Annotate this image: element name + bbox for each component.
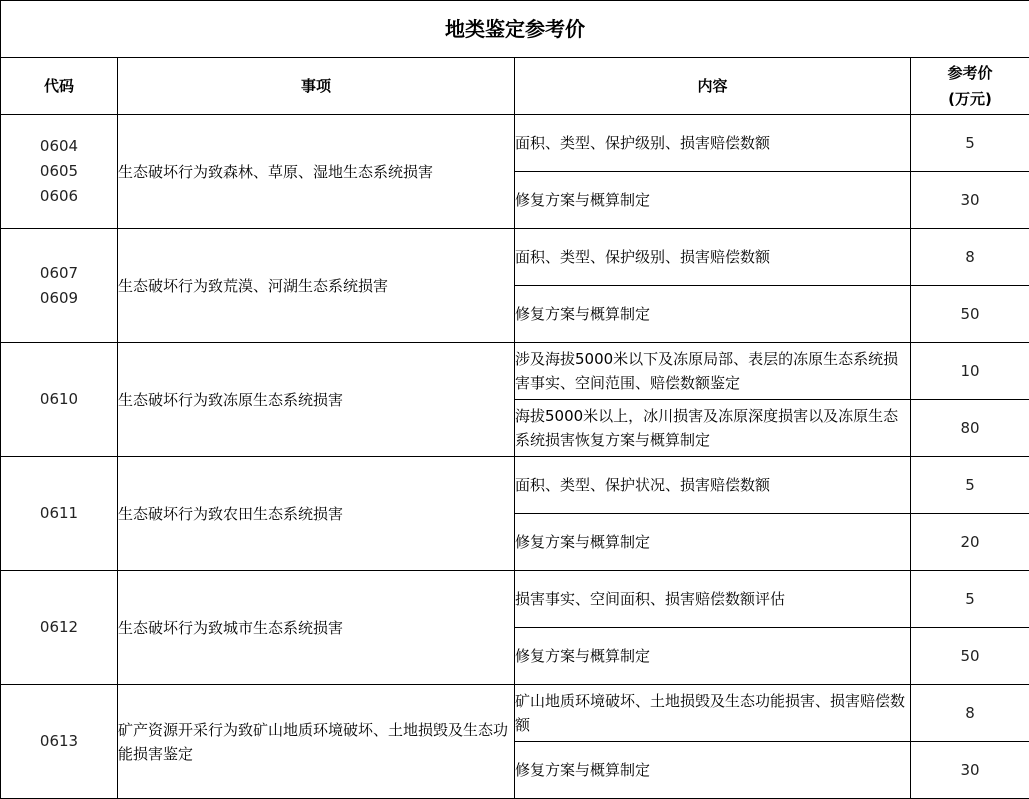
content-cell: 修复方案与概算制定: [515, 514, 911, 571]
item-cell: 生态破坏行为致森林、草原、湿地生态系统损害: [118, 115, 515, 229]
price-cell: 20: [911, 514, 1029, 571]
content-cell: 修复方案与概算制定: [515, 628, 911, 685]
code-value: 0606: [39, 187, 79, 205]
header-price-label: 参考价: [947, 64, 993, 82]
code-value: 0610: [39, 390, 79, 408]
code-value: 0611: [39, 504, 79, 522]
code-cell: [1, 115, 118, 229]
header-item: 事项: [118, 58, 515, 115]
code-value: 0613: [39, 732, 79, 750]
title-row: [1, 1, 1029, 58]
price-cell: 50: [911, 628, 1029, 685]
table-row: [1, 685, 1029, 742]
price-cell: 5: [911, 571, 1029, 628]
content-cell: 海拔5000米以上，冰川损害及冻原深度损害以及冻原生态系统损害恢复方案与概算制定: [515, 400, 911, 457]
table-row: [1, 571, 1029, 628]
code-value: 0612: [39, 618, 79, 636]
header-price: [911, 58, 1029, 115]
code-cell: [1, 343, 118, 457]
item-cell: 生态破坏行为致农田生态系统损害: [118, 457, 515, 571]
price-cell: 30: [911, 742, 1029, 799]
price-cell: 10: [911, 343, 1029, 400]
header-code: 代码: [1, 58, 118, 115]
price-cell: 80: [911, 400, 1029, 457]
price-cell: 50: [911, 286, 1029, 343]
content-cell: 矿山地质环境破坏、土地损毁及生态功能损害、损害赔偿数额: [515, 685, 911, 742]
code-value: 0609: [39, 288, 79, 307]
content-cell: 修复方案与概算制定: [515, 742, 911, 799]
content-cell: 面积、类型、保护状况、损害赔偿数额: [515, 457, 911, 514]
table-title: 地类鉴定参考价: [1, 1, 1029, 58]
content-cell: 修复方案与概算制定: [515, 172, 911, 229]
content-cell: 修复方案与概算制定: [515, 286, 911, 343]
item-cell: 生态破坏行为致荒漠、河湖生态系统损害: [118, 229, 515, 343]
table-row: [1, 115, 1029, 172]
code-cell: [1, 571, 118, 685]
header-price-unit: (万元): [948, 90, 992, 108]
code-cell: [1, 229, 118, 343]
table-row: [1, 343, 1029, 400]
code-cell: [1, 685, 118, 799]
header-content: 内容: [515, 58, 911, 115]
content-cell: 涉及海拔5000米以下及冻原局部、表层的冻原生态系统损害事实、空间范围、赔偿数额鉴定: [515, 343, 911, 400]
code-value: 0607: [39, 263, 79, 282]
code-cell: [1, 457, 118, 571]
item-cell: 生态破坏行为致城市生态系统损害: [118, 571, 515, 685]
price-cell: 30: [911, 172, 1029, 229]
content-cell: 面积、类型、保护级别、损害赔偿数额: [515, 115, 911, 172]
price-cell: 5: [911, 457, 1029, 514]
table-row: [1, 229, 1029, 286]
code-value: 0605: [39, 162, 79, 180]
content-cell: 面积、类型、保护级别、损害赔偿数额: [515, 229, 911, 286]
price-cell: 8: [911, 229, 1029, 286]
content-cell: 损害事实、空间面积、损害赔偿数额评估: [515, 571, 911, 628]
price-cell: 5: [911, 115, 1029, 172]
item-cell: 生态破坏行为致冻原生态系统损害: [118, 343, 515, 457]
item-cell: 矿产资源开采行为致矿山地质环境破坏、土地损毁及生态功能损害鉴定: [118, 685, 515, 799]
header-row: [1, 58, 1029, 115]
table-row: [1, 457, 1029, 514]
code-value: 0604: [39, 137, 79, 155]
price-cell: 8: [911, 685, 1029, 742]
